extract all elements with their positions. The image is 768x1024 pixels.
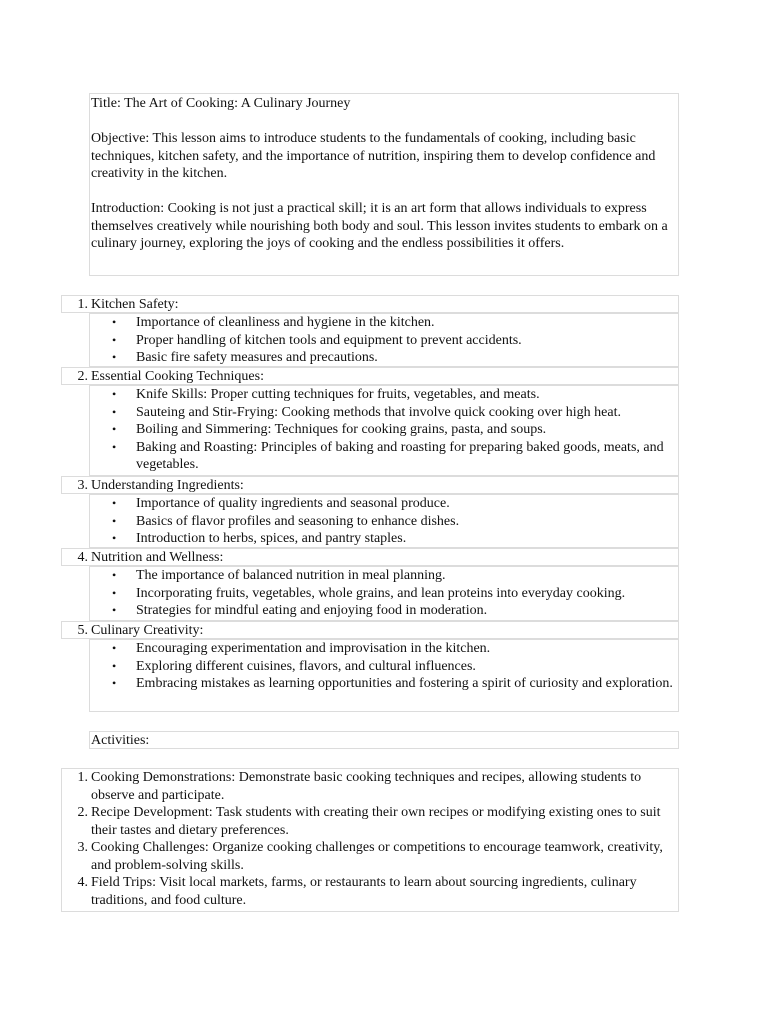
activities-list bbox=[61, 768, 679, 912]
section-title: Essential Cooking Techniques: bbox=[91, 369, 264, 384]
list-item: • Incorporating fruits, vegetables, whole grains, and lean proteins into everyday cooking. bbox=[112, 585, 626, 601]
list-item: • Baking and Roasting: Principles of baking and roasting for preparing baked goods, meats, and vegetables. bbox=[112, 439, 664, 472]
bullet-icon: • bbox=[112, 404, 117, 419]
list-item: • The importance of balanced nutrition in meal planning. bbox=[112, 568, 446, 583]
section-title: Kitchen Safety: bbox=[91, 297, 179, 312]
list-item: 3. Cooking Challenges: Organize cooking challenges or competitions to encourage teamwork, creativity, and problem-solving skills. bbox=[62, 839, 678, 874]
section-number: 5. bbox=[77, 623, 88, 638]
section-title: Nutrition and Wellness: bbox=[91, 550, 224, 565]
list-item: • Embracing mistakes as learning opportunities and fostering a spirit of curiosity and exploration. bbox=[112, 676, 673, 691]
bullet-icon: • bbox=[112, 315, 117, 329]
section-bullet-list bbox=[89, 313, 679, 367]
section-heading bbox=[61, 476, 679, 494]
list-item: • Knife Skills: Proper cutting techniques for fruits, vegetables, and meats. bbox=[112, 387, 540, 402]
list-item: 2. Recipe Development: Task students with creating their own recipes or modifying existing ones to suit their tastes and dietary preferences. bbox=[62, 804, 678, 839]
lesson-introduction: Introduction: Cooking is not just a practical skill; it is an art form that allows individuals to express themselves creatively while nourishing both body and soul. This lesson invites students to embark on a culinary journey, exploring the joys of cooking and the endless possibilities it offers. bbox=[91, 201, 668, 251]
section-number: 3. bbox=[77, 478, 88, 493]
activity-number: 4. bbox=[77, 875, 88, 890]
list-item: • Proper handling of kitchen tools and equipment to prevent accidents. bbox=[112, 332, 522, 348]
section-number: 1. bbox=[77, 297, 88, 312]
section-heading bbox=[61, 548, 679, 566]
bullet-icon: • bbox=[112, 439, 117, 454]
bullet-icon: • bbox=[112, 350, 117, 364]
list-item: • Exploring different cuisines, flavors, and cultural influences. bbox=[112, 658, 476, 674]
list-item: • Basic fire safety measures and precautions. bbox=[112, 350, 378, 365]
list-item: • Introduction to herbs, spices, and pantry staples. bbox=[112, 531, 407, 546]
list-item: • Encouraging experimentation and improvisation in the kitchen. bbox=[112, 641, 491, 656]
activity-number: 1. bbox=[77, 770, 88, 785]
list-item: 1. Cooking Demonstrations: Demonstrate basic cooking techniques and recipes, allowing students to observe and participate. bbox=[62, 769, 678, 804]
bullet-icon: • bbox=[112, 585, 117, 600]
section-bullet-list bbox=[89, 385, 679, 476]
list-item: • Boiling and Simmering: Techniques for cooking grains, pasta, and soups. bbox=[112, 422, 547, 437]
section-heading bbox=[61, 621, 679, 639]
bullet-icon: • bbox=[112, 568, 117, 582]
section-title: Culinary Creativity: bbox=[91, 623, 204, 638]
bullet-icon: • bbox=[112, 658, 117, 673]
list-item: • Importance of cleanliness and hygiene in the kitchen. bbox=[112, 315, 435, 330]
section-title: Understanding Ingredients: bbox=[91, 478, 244, 493]
bullet-icon: • bbox=[112, 513, 117, 528]
bullet-icon: • bbox=[112, 422, 117, 436]
bullet-icon: • bbox=[112, 676, 117, 690]
bullet-icon: • bbox=[112, 603, 117, 617]
list-item: • Basics of flavor profiles and seasoning to enhance dishes. bbox=[112, 513, 460, 529]
section-heading bbox=[61, 367, 679, 385]
lesson-title: Title: The Art of Cooking: A Culinary Journey bbox=[91, 96, 351, 111]
list-item: 4. Field Trips: Visit local markets, farms, or restaurants to learn about sourcing ingredients, culinary traditions, and food culture. bbox=[62, 874, 678, 909]
section-bullet-list bbox=[89, 494, 679, 548]
lesson-objective: Objective: This lesson aims to introduce students to the fundamentals of cooking, including basic techniques, kitchen safety, and the importance of nutrition, inspiring them to develop confidence and creativity in the kitchen. bbox=[91, 131, 656, 181]
activity-number: 2. bbox=[77, 805, 88, 820]
activity-number: 3. bbox=[77, 840, 88, 855]
section-number: 2. bbox=[77, 369, 88, 384]
bullet-icon: • bbox=[112, 332, 117, 347]
section-number: 4. bbox=[77, 550, 88, 565]
activities-heading: Activities: bbox=[89, 731, 679, 749]
bullet-icon: • bbox=[112, 531, 117, 545]
bullet-icon: • bbox=[112, 387, 117, 401]
list-item: • Sauteing and Stir-Frying: Cooking methods that involve quick cooking over high heat. bbox=[112, 404, 621, 420]
list-item: • Strategies for mindful eating and enjoying food in moderation. bbox=[112, 603, 488, 618]
list-item: • Importance of quality ingredients and seasonal produce. bbox=[112, 496, 450, 511]
section-heading bbox=[61, 295, 679, 313]
section-bullet-list bbox=[89, 566, 679, 621]
section-bullet-list bbox=[89, 639, 679, 712]
intro-block bbox=[89, 93, 679, 276]
bullet-icon: • bbox=[112, 641, 117, 655]
bullet-icon: • bbox=[112, 496, 117, 510]
